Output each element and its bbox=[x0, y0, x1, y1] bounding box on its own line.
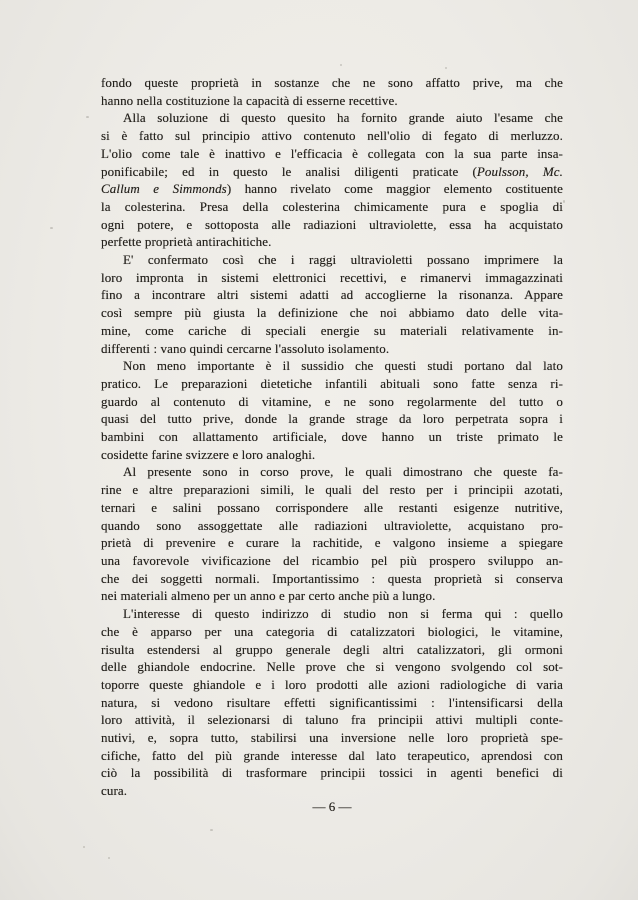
text-line bbox=[101, 517, 563, 535]
text-line bbox=[101, 109, 563, 127]
italic-text: Callum e Simmonds bbox=[101, 181, 227, 197]
text-line bbox=[101, 711, 563, 729]
text-line bbox=[101, 463, 563, 481]
text-line bbox=[101, 694, 563, 712]
text-segment: bambini con allattamento artificiale, dove hanno un triste primato le bbox=[101, 429, 563, 445]
text-line bbox=[101, 286, 563, 304]
text-segment: differenti : vano quindi cercarne l'assoluto isolamento. bbox=[101, 340, 390, 356]
text-line bbox=[101, 587, 563, 605]
text-segment: ponificabile; ed in questo le analisi diligenti praticate ( bbox=[101, 163, 477, 179]
text-segment: quando sono assoggettate alle radiazioni ultraviolette, acquistano pro- bbox=[101, 517, 563, 533]
text-line bbox=[101, 375, 563, 393]
text-segment: loro impronta in sistemi elettronici recettivi, e rimanervi immagazzinati bbox=[101, 269, 563, 285]
text-line bbox=[101, 658, 563, 676]
text-line bbox=[101, 764, 563, 782]
text-segment: nutivi, e, sopra tutto, stabilirsi una inversione nelle loro proprietà spe- bbox=[101, 730, 563, 746]
text-segment: pratico. Le preparazioni dietetiche infantili abituali sono fatte senza ri- bbox=[101, 375, 563, 391]
text-line bbox=[101, 428, 563, 446]
text-segment: cifiche, fatto del più grande interesse dal lato terapeutico, aprendosi con bbox=[101, 747, 563, 763]
text-line bbox=[101, 269, 563, 287]
text-segment: L'interesse di questo indirizzo di studio non si ferma qui : quello bbox=[123, 606, 563, 622]
text-line bbox=[101, 163, 563, 181]
text-line bbox=[101, 74, 563, 92]
text-line bbox=[101, 481, 563, 499]
text-line bbox=[101, 747, 563, 765]
text-segment: hanno nella costituzione la capacità di esserne recettive. bbox=[101, 92, 398, 108]
scan-speck bbox=[108, 857, 110, 859]
page-number: — 6 — bbox=[312, 799, 352, 814]
text-segment: toporre queste ghiandole e i loro prodotti alle azioni radiologiche di varia bbox=[101, 676, 563, 692]
scan-speck bbox=[86, 116, 89, 118]
text-segment: L'olio come tale è inattivo e l'efficacia è collegata con la sua parte insa- bbox=[101, 145, 563, 161]
text-segment: Non meno importante è il sussidio che questi studi portano dal lato bbox=[123, 358, 563, 374]
text-segment: che dei soggetti normali. Importantissimo : questa proprietà si conserva bbox=[101, 570, 563, 586]
text-segment: risulta estendersi al gruppo generale degli altri catalizzatori, gli ormoni bbox=[101, 641, 563, 657]
text-line bbox=[101, 676, 563, 694]
text-line bbox=[101, 357, 563, 375]
text-segment: cura. bbox=[101, 783, 128, 799]
text-segment: natura, si vedono risultare effetti significantissimi : l'intensificarsi della bbox=[101, 694, 563, 710]
scan-speck bbox=[445, 67, 447, 69]
text-line bbox=[101, 641, 563, 659]
text-segment: delle ghiandole endocrine. Nelle prove che si vengono svolgendo col sot- bbox=[101, 659, 563, 675]
text-line bbox=[101, 446, 563, 464]
text-segment: fino a incontrare altri sistemi adatti ad accoglierne la risonanza. Appare bbox=[101, 287, 563, 303]
text-segment: mine, come cariche di speciali energie su materiali relativamente in- bbox=[101, 322, 563, 338]
text-line bbox=[101, 216, 563, 234]
text-line bbox=[101, 198, 563, 216]
text-segment: cosidette farine svizzere e loro analoghi. bbox=[101, 446, 316, 462]
text-segment: prietà di prevenire e curare la rachitide, e valgono insieme a spiegare bbox=[101, 535, 563, 551]
text-segment: una favorevole vivificazione del ricambio pel più prospero sviluppo an- bbox=[101, 552, 563, 568]
scan-speck bbox=[210, 829, 213, 831]
text-segment: ciò la possibilità di trasformare principii tossici in agenti benefici di bbox=[101, 765, 563, 781]
text-line bbox=[101, 570, 563, 588]
text-line bbox=[101, 729, 563, 747]
text-line bbox=[101, 145, 563, 163]
text-segment: ogni potere, e sottoposta alle radiazioni ultraviolette, essa ha acquistato bbox=[101, 216, 563, 232]
text-block bbox=[101, 74, 563, 800]
text-segment: rine e altre preparazioni simili, le quali del resto per i principii azotati, bbox=[101, 482, 563, 498]
text-segment: così sempre più giusta la definizione che noi abbiamo dato delle vita- bbox=[101, 305, 563, 321]
text-segment: Alla soluzione di questo quesito ha fornito grande aiuto l'esame che bbox=[123, 110, 563, 126]
text-line bbox=[101, 180, 563, 198]
text-line bbox=[101, 552, 563, 570]
text-segment: si è fatto sul principio attivo contenuto nell'olio di fegato di merluzzo. bbox=[101, 128, 563, 144]
text-segment: nei materiali almeno per un anno e par certo anche più a lungo. bbox=[101, 588, 436, 604]
text-segment: E' confermato così che i raggi ultravioletti possano imprimere la bbox=[123, 252, 563, 268]
text-line bbox=[101, 92, 563, 110]
text-segment: loro attività, il selezionarsi di taluno fra principii attivi multipli conte- bbox=[101, 712, 563, 728]
text-line bbox=[101, 623, 563, 641]
text-line bbox=[101, 499, 563, 517]
text-line bbox=[101, 782, 563, 800]
text-line bbox=[101, 340, 563, 358]
text-line bbox=[101, 605, 563, 623]
text-segment: Al presente sono in corso prove, le quali dimostrano che queste fa- bbox=[123, 464, 563, 480]
text-segment: ternari e salini possano corrispondere alle restanti esigenze nutritive, bbox=[101, 499, 563, 515]
text-line bbox=[101, 393, 563, 411]
scan-speck bbox=[83, 846, 85, 848]
text-line bbox=[101, 251, 563, 269]
text-line bbox=[101, 127, 563, 145]
text-line bbox=[101, 233, 563, 251]
text-segment: che è apparso per una categoria di catalizzatori biologici, le vitamine, bbox=[101, 623, 563, 639]
text-segment: guardo al contenuto di vitamine, e ne sono regolarmente del tutto o bbox=[101, 393, 563, 409]
text-segment: fondo queste proprietà in sostanze che ne sono affatto prive, ma che bbox=[101, 75, 563, 90]
scan-speck bbox=[50, 227, 53, 229]
text-line bbox=[101, 410, 563, 428]
text-segment: ) hanno rivelato come maggior elemento costituente bbox=[226, 181, 563, 197]
text-segment: quasi del tutto prive, donde la grande strage da loro perpetrata sopra i bbox=[101, 411, 563, 427]
text-segment: perfette proprietà antirachitiche. bbox=[101, 234, 272, 250]
text-segment: la colesterina. Presa della colesterina chimicamente pura e spoglia di bbox=[101, 198, 563, 214]
scan-speck bbox=[563, 200, 565, 203]
text-line bbox=[101, 322, 563, 340]
scan-speck bbox=[340, 64, 342, 66]
text-line bbox=[101, 304, 563, 322]
italic-text: Poulsson, Mc. bbox=[476, 163, 563, 179]
text-line bbox=[101, 534, 563, 552]
